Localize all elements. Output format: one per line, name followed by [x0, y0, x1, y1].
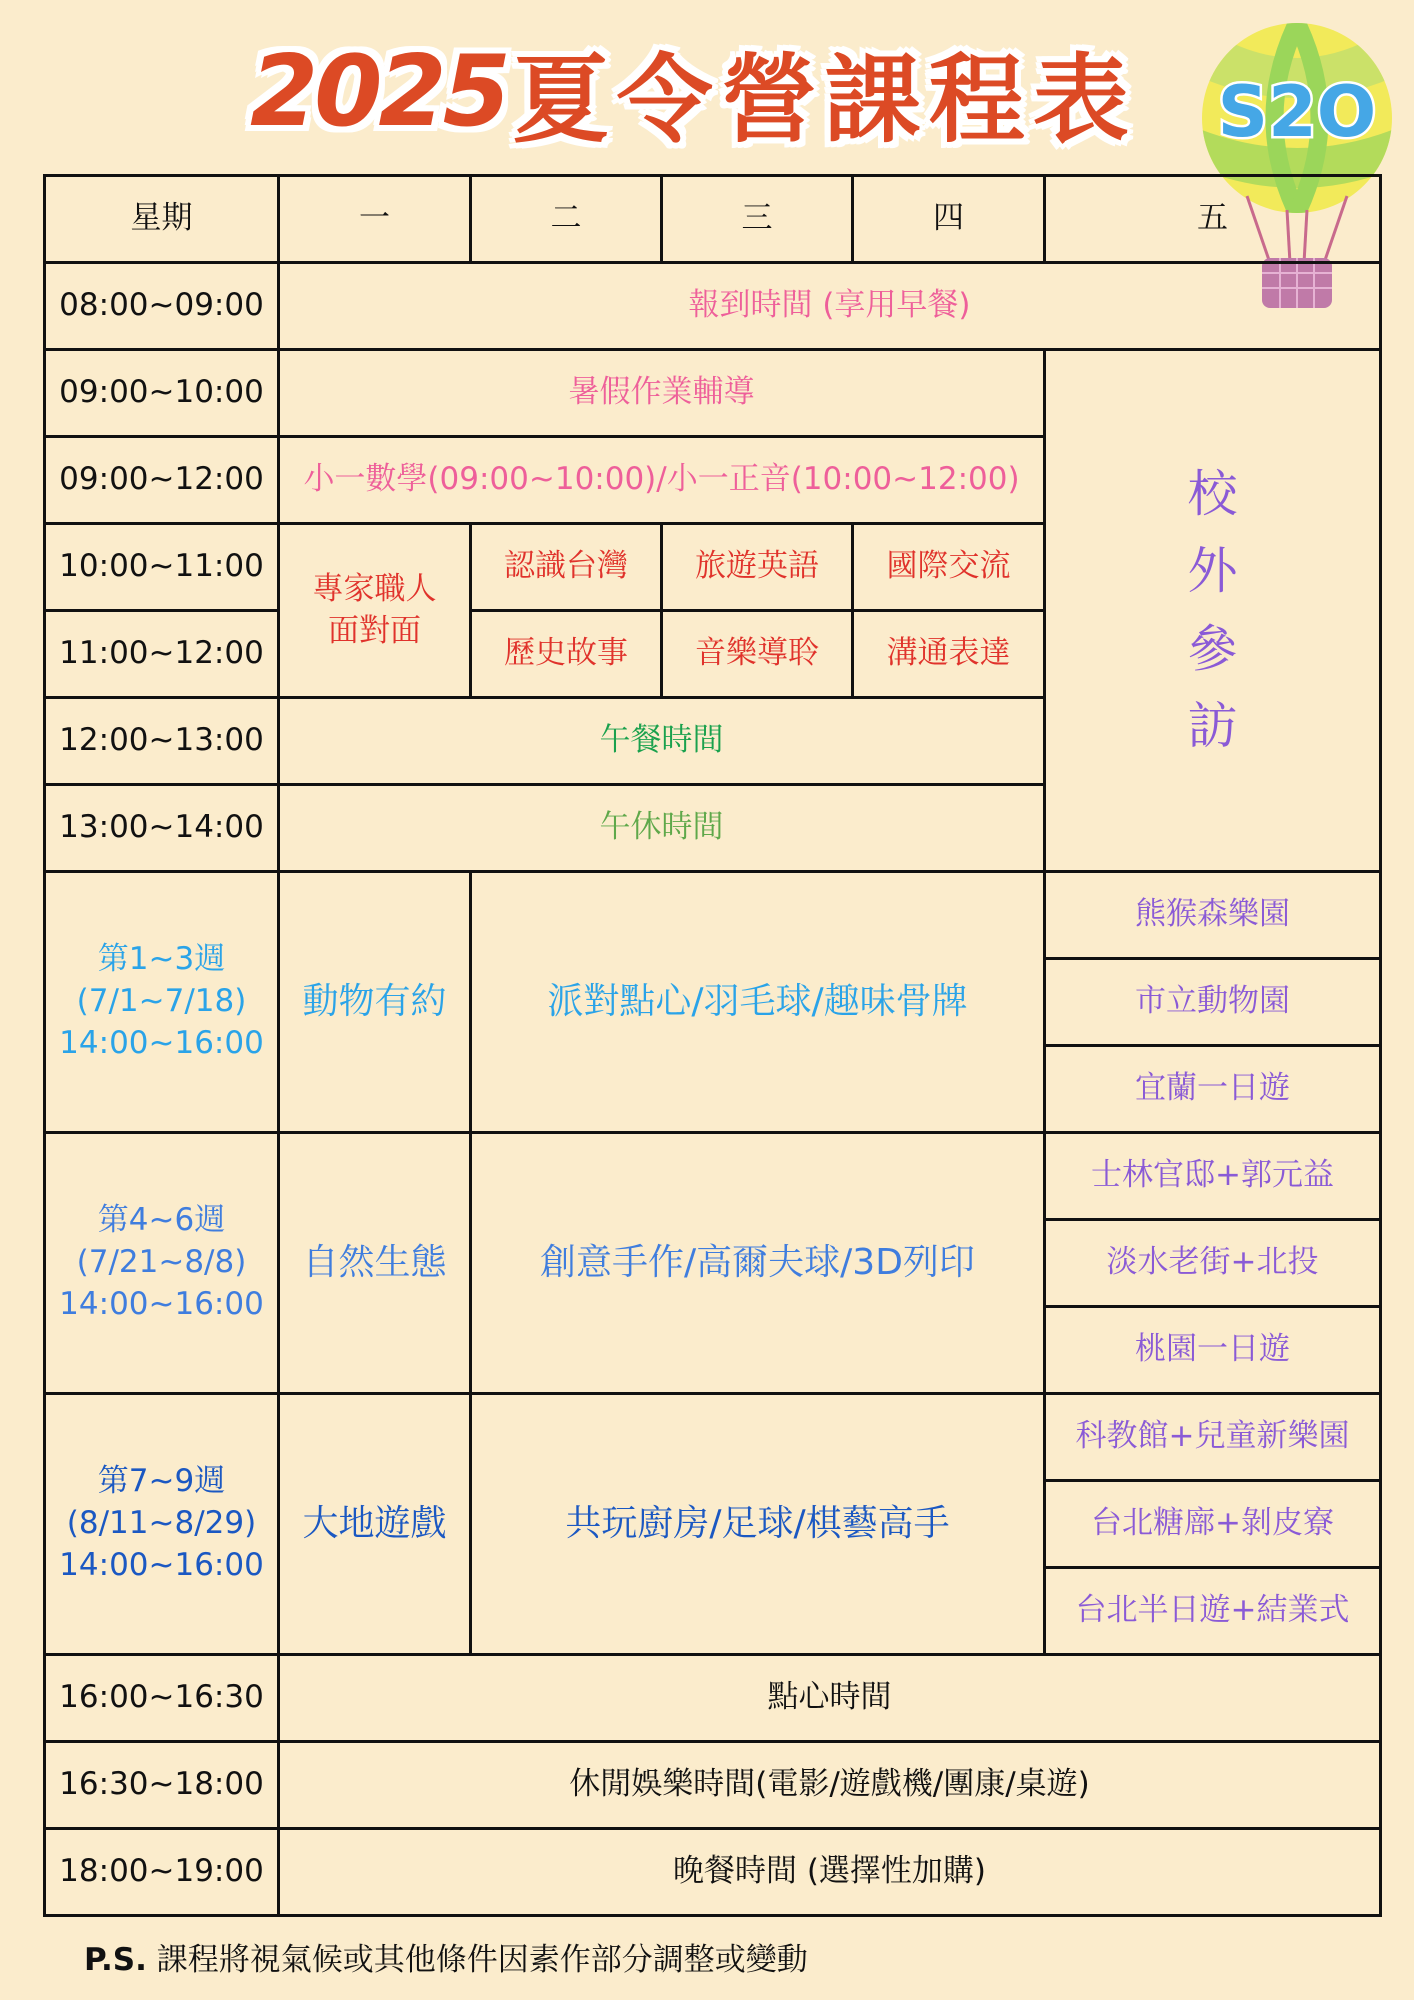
- row-snack: [45, 1655, 1381, 1742]
- class-cell: 溝通表達: [853, 611, 1045, 698]
- week2-trip-cell: 士林官邸+郭元益: [1045, 1133, 1381, 1220]
- footnote-prefix: P.S.: [84, 1942, 147, 1978]
- week1-time: 14:00~16:00: [59, 1024, 264, 1061]
- title-text: 夏令營課程表: [512, 43, 1137, 156]
- week1-label-cell: [45, 872, 279, 1133]
- week3-label-cell: [45, 1394, 279, 1655]
- week1-dates: (7/1~7/18): [76, 983, 247, 1020]
- week1-row: [45, 872, 1381, 959]
- dinner-cell: 晚餐時間 (選擇性加購): [279, 1829, 1381, 1916]
- week3-activities-cell: 共玩廚房/足球/棋藝高手: [471, 1394, 1045, 1655]
- checkin-cell: 報到時間 (享用早餐): [279, 263, 1381, 350]
- friday-outing-char: 訪: [1187, 697, 1238, 755]
- header-thu: 四: [853, 176, 1045, 263]
- grade1-cell: 小一數學(09:00~10:00)/小一正音(10:00~12:00): [279, 437, 1045, 524]
- time-cell: 09:00~12:00: [45, 437, 279, 524]
- leisure-cell: 休閒娛樂時間(電影/遊戲機/團康/桌遊): [279, 1742, 1381, 1829]
- friday-outing-char: 校: [1187, 464, 1238, 523]
- time-cell: 13:00~14:00: [45, 785, 279, 872]
- row-homework: [45, 350, 1381, 437]
- footnote: [84, 1934, 808, 1979]
- week3-row: [45, 1394, 1381, 1481]
- class-cell: 國際交流: [853, 524, 1045, 611]
- time-cell: 10:00~11:00: [45, 524, 279, 611]
- row-leisure: [45, 1742, 1381, 1829]
- expert-line1: 專家職人: [312, 570, 437, 607]
- friday-outing-char: 參: [1187, 619, 1238, 678]
- row-dinner: [45, 1829, 1381, 1916]
- logo-text: S2O: [1217, 71, 1377, 153]
- page-title: [250, 22, 1200, 162]
- expert-cell: [279, 524, 471, 698]
- week3-time: 14:00~16:00: [59, 1546, 264, 1583]
- time-cell: 11:00~12:00: [45, 611, 279, 698]
- week2-dates: (7/21~8/8): [76, 1244, 247, 1281]
- class-cell: 音樂導聆: [662, 611, 853, 698]
- week2-trip-cell: 淡水老街+北投: [1045, 1220, 1381, 1307]
- week1-weeks: 第1~3週: [97, 941, 226, 978]
- time-cell: 08:00~09:00: [45, 263, 279, 350]
- header-weekday-label: 星期: [45, 176, 279, 263]
- lunch-cell: 午餐時間: [279, 698, 1045, 785]
- week1-activities-cell: 派對點心/羽毛球/趣味骨牌: [471, 872, 1045, 1133]
- header-mon: 一: [279, 176, 471, 263]
- week2-weeks: 第4~6週: [97, 1202, 226, 1239]
- week2-time: 14:00~16:00: [59, 1285, 264, 1322]
- week1-trip-cell: 宜蘭一日遊: [1045, 1046, 1381, 1133]
- week3-trip-cell: 台北半日遊+結業式: [1045, 1568, 1381, 1655]
- nap-cell: 午休時間: [279, 785, 1045, 872]
- friday-outing-char: 外: [1187, 542, 1238, 600]
- friday-outing-cell: [1045, 350, 1381, 872]
- header-row: [45, 176, 1381, 263]
- week3-weeks: 第7~9週: [97, 1463, 226, 1500]
- title-year: 2025: [250, 35, 507, 149]
- time-cell: 09:00~10:00: [45, 350, 279, 437]
- header-fri: 五: [1045, 176, 1381, 263]
- expert-line2: 面對面: [328, 612, 421, 649]
- week1-trip-cell: 熊猴森樂園: [1045, 872, 1381, 959]
- schedule-table: [43, 174, 1382, 1917]
- week2-trip-cell: 桃園一日遊: [1045, 1307, 1381, 1394]
- week2-row: [45, 1133, 1381, 1220]
- time-cell: 12:00~13:00: [45, 698, 279, 785]
- snack-cell: 點心時間: [279, 1655, 1381, 1742]
- time-cell: 16:00~16:30: [45, 1655, 279, 1742]
- row-checkin: [45, 263, 1381, 350]
- class-cell: 旅遊英語: [662, 524, 853, 611]
- week3-trip-cell: 科教館+兒童新樂園: [1045, 1394, 1381, 1481]
- week1-mon-cell: 動物有約: [279, 872, 471, 1133]
- time-cell: 18:00~19:00: [45, 1829, 279, 1916]
- week3-dates: (8/11~8/29): [66, 1505, 257, 1542]
- week1-trip-cell: 市立動物園: [1045, 959, 1381, 1046]
- week2-activities-cell: 創意手作/高爾夫球/3D列印: [471, 1133, 1045, 1394]
- week3-mon-cell: 大地遊戲: [279, 1394, 471, 1655]
- homework-cell: 暑假作業輔導: [279, 350, 1045, 437]
- header-wed: 三: [662, 176, 853, 263]
- time-cell: 16:30~18:00: [45, 1742, 279, 1829]
- header-tue: 二: [471, 176, 662, 263]
- class-cell: 認識台灣: [471, 524, 662, 611]
- week2-label-cell: [45, 1133, 279, 1394]
- week2-mon-cell: 自然生態: [279, 1133, 471, 1394]
- week3-trip-cell: 台北糖廍+剝皮寮: [1045, 1481, 1381, 1568]
- footnote-text: 課程將視氣候或其他條件因素作部分調整或變動: [146, 1942, 808, 1978]
- class-cell: 歷史故事: [471, 611, 662, 698]
